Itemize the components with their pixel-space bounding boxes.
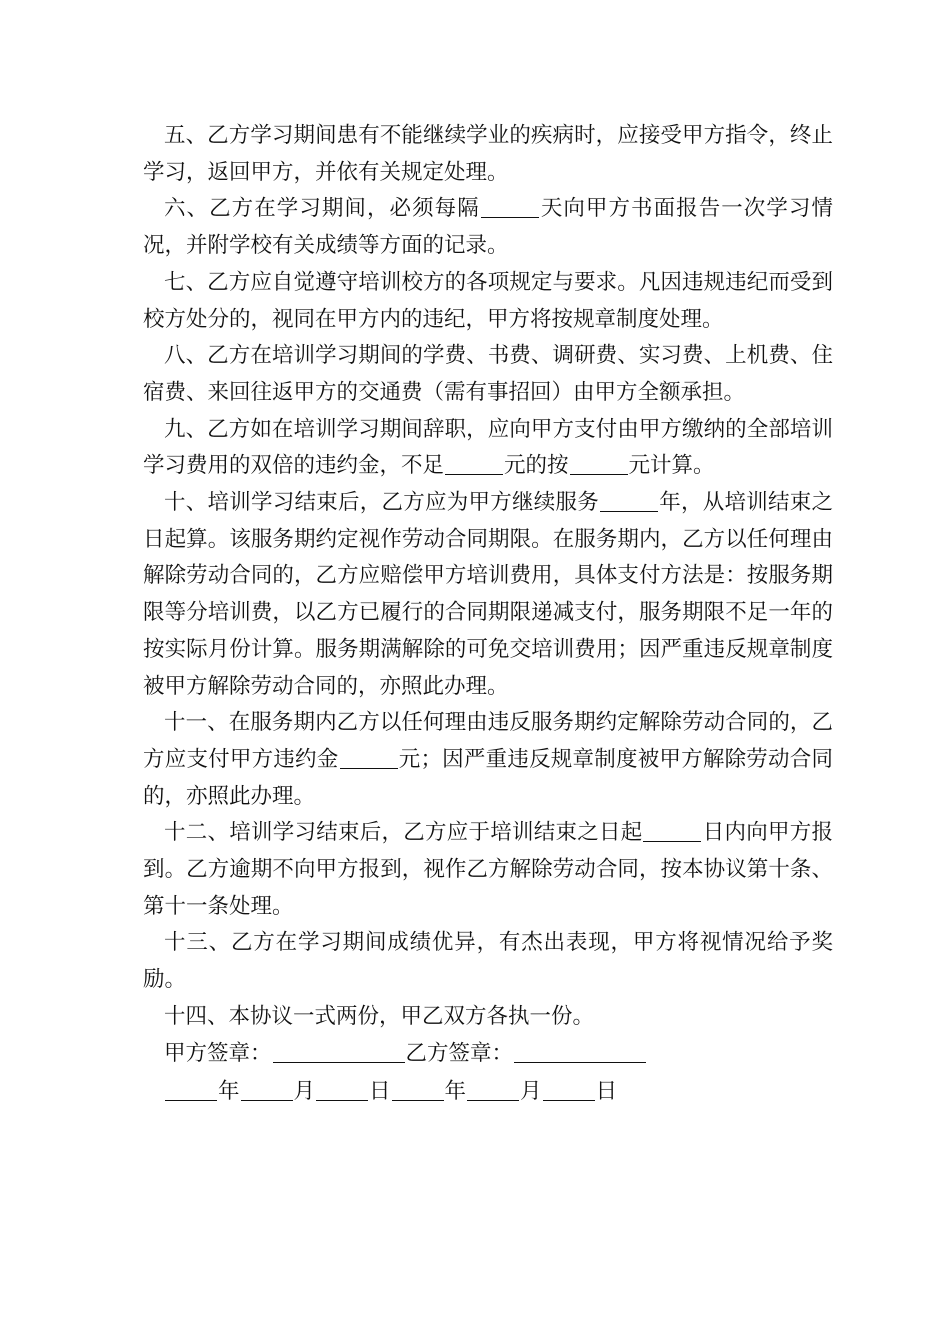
agreement-body [143,118,833,1111]
party-a-month-label: 月 [293,1079,316,1105]
penalty-amount-blank[interactable] [340,745,398,769]
clause-7 [143,265,833,338]
date-line [143,1074,833,1111]
party-a-month-blank[interactable] [241,1077,293,1101]
clause-6-text-b: 天向甲方书面报告一次学习情况，并附学校有关成绩等方面的记录。 [143,196,833,259]
party-b-day-blank[interactable] [543,1077,595,1101]
clause-10-text-a: 十、培训学习结束后，乙方应为甲方继续服务 [164,490,599,516]
clause-8 [143,338,833,411]
calculated-amount-blank[interactable] [570,451,628,475]
service-years-blank[interactable] [600,488,658,512]
clause-14 [143,999,833,1036]
clause-10-text-b: 年，从培训结束之日起算。该服务期约定视作劳动合同期限。在服务期内，乙方以任何理由解除劳动合同的，乙方应赔偿甲方培训费用，具体支付方法是：按服务期限等分培训费，以乙方已履行的合同期限递减支付，服务期限不足一年的按实际月份计算。服务期满解除的可免交培训费用；因严重违反规章制度被甲方解除劳动合同的，亦照此办理。 [143,490,833,699]
report-interval-blank[interactable] [481,194,539,218]
clause-9 [143,412,833,485]
clause-9-text-b: 元的按 [504,453,569,479]
party-a-signature-blank[interactable] [273,1039,405,1063]
party-a-year-blank[interactable] [165,1077,217,1101]
party-a-day-blank[interactable] [316,1077,368,1101]
party-b-signature-label: 乙方签章： [405,1040,514,1066]
party-a-signature-label: 甲方签章： [164,1040,272,1066]
clause-12-text-b: 日内向甲方报到。乙方逾期不向甲方报到，视作乙方解除劳动合同，按本协议第十条、第十一条处理。 [143,820,833,919]
clause-10 [143,485,833,705]
clause-11-text-a: 十一、在服务期内乙方以任何理由违反服务期约定解除劳动合同的，乙方应支付甲方违约金 [143,710,833,772]
party-b-year-blank[interactable] [392,1077,444,1101]
minimum-amount-blank[interactable] [445,451,503,475]
signature-line [143,1036,833,1073]
clause-6 [143,191,833,264]
party-b-month-label: 月 [520,1079,542,1105]
clause-9-text-a: 九、乙方如在培训学习期间辞职，应向甲方支付由甲方缴纳的全部培训学习费用的双倍的违约金，不足 [143,416,833,479]
clause-13 [143,925,833,998]
clause-6-text-a: 六、乙方在学习期间，必须每隔 [164,196,480,222]
clause-13-text: 十三、乙方在学习期间成绩优异，有杰出表现，甲方将视情况给予奖励。 [143,930,833,993]
clause-7-text: 七、乙方应自觉遵守培训校方的各项规定与要求。凡因违规违纪而受到校方处分的，视同在甲方内的违纪，甲方将按规章制度处理。 [143,269,833,332]
clause-5 [143,118,833,191]
clause-14-text: 十四、本协议一式两份，甲乙双方各执一份。 [164,1003,595,1029]
party-b-month-blank[interactable] [467,1077,519,1101]
clause-8-text: 八、乙方在培训学习期间的学费、书费、调研费、实习费、上机费、住宿费、来回往返甲方的交通费（需有事招回）由甲方全额承担。 [143,343,833,405]
clause-9-text-c: 元计算。 [628,453,715,479]
party-b-year-label: 年 [444,1079,467,1105]
clause-11-text-b: 元；因严重违反规章制度被甲方解除劳动合同的，亦照此办理。 [143,746,833,809]
party-b-signature-blank[interactable] [514,1039,646,1063]
party-a-day-label: 日 [369,1079,391,1105]
clause-12-text-a: 十二、培训学习结束后，乙方应于培训结束之日起 [164,820,643,846]
party-a-year-label: 年 [218,1079,240,1105]
clause-12 [143,815,833,925]
clause-5-text: 五、乙方学习期间患有不能继续学业的疾病时，应接受甲方指令，终止学习，返回甲方，并依有关规定处理。 [143,123,833,185]
report-days-blank[interactable] [643,818,701,842]
clause-11 [143,705,833,815]
party-b-day-label: 日 [595,1079,618,1105]
